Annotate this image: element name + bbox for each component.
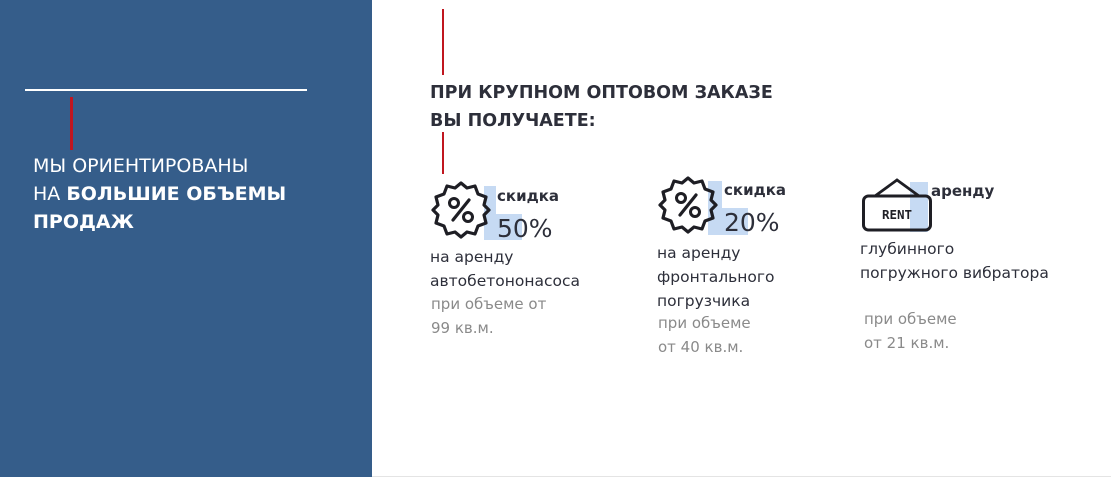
offer-condition bbox=[431, 292, 546, 340]
tagline-prefix: НА bbox=[33, 183, 67, 205]
left-tagline bbox=[33, 152, 353, 236]
accent-mark bbox=[442, 132, 444, 174]
divider-line bbox=[25, 89, 307, 91]
desc-line: погрузчика bbox=[657, 292, 751, 310]
offer-label: скидка bbox=[724, 181, 786, 199]
accent-mark bbox=[70, 97, 73, 150]
desc-line: фронтального bbox=[657, 268, 775, 286]
offer-label: скидка bbox=[497, 187, 559, 205]
tagline-bold-2: ПРОДАЖ bbox=[33, 211, 134, 233]
accent-mark bbox=[442, 9, 444, 75]
discount-value: 50% bbox=[497, 214, 553, 243]
desc-line: на аренду bbox=[430, 248, 514, 266]
offers-heading bbox=[430, 79, 850, 135]
desc-line: глубинного bbox=[860, 240, 955, 258]
cond-line: 99 кв.м. bbox=[431, 319, 494, 337]
cond-line: при объеме от bbox=[431, 295, 547, 313]
tagline-bold: БОЛЬШИЕ ОБЪЕМЫ bbox=[66, 183, 287, 205]
discount-value: 20% bbox=[724, 208, 780, 237]
left-panel bbox=[0, 0, 372, 477]
desc-line: погружного вибратора bbox=[860, 264, 1049, 282]
tagline-line-3 bbox=[33, 208, 353, 236]
rent-sign-icon bbox=[861, 176, 933, 234]
rent-sign-text: RENT bbox=[881, 207, 913, 222]
offer-label: аренду bbox=[931, 182, 995, 200]
offer-description bbox=[430, 245, 580, 293]
cond-line: при объеме bbox=[658, 314, 751, 332]
heading-line-1: ПРИ КРУПНОМ ОПТОВОМ ЗАКАЗЕ bbox=[430, 83, 773, 103]
tagline-line-2 bbox=[33, 180, 353, 208]
offer-condition bbox=[658, 311, 751, 359]
cond-line: от 40 кв.м. bbox=[658, 338, 744, 356]
desc-line: автобетононасоса bbox=[430, 272, 581, 290]
cond-line: при объеме bbox=[864, 310, 957, 328]
tagline-line-1: МЫ ОРИЕНТИРОВАНЫ bbox=[33, 155, 249, 177]
offer-description bbox=[657, 241, 775, 313]
discount-badge-icon bbox=[657, 174, 719, 236]
discount-badge-icon bbox=[430, 179, 492, 241]
cond-line: от 21 кв.м. bbox=[864, 334, 950, 352]
heading-line-2: ВЫ ПОЛУЧАЕТЕ: bbox=[430, 111, 596, 131]
desc-line: на аренду bbox=[657, 244, 741, 262]
offer-condition bbox=[864, 307, 957, 355]
offer-description bbox=[860, 237, 1049, 285]
